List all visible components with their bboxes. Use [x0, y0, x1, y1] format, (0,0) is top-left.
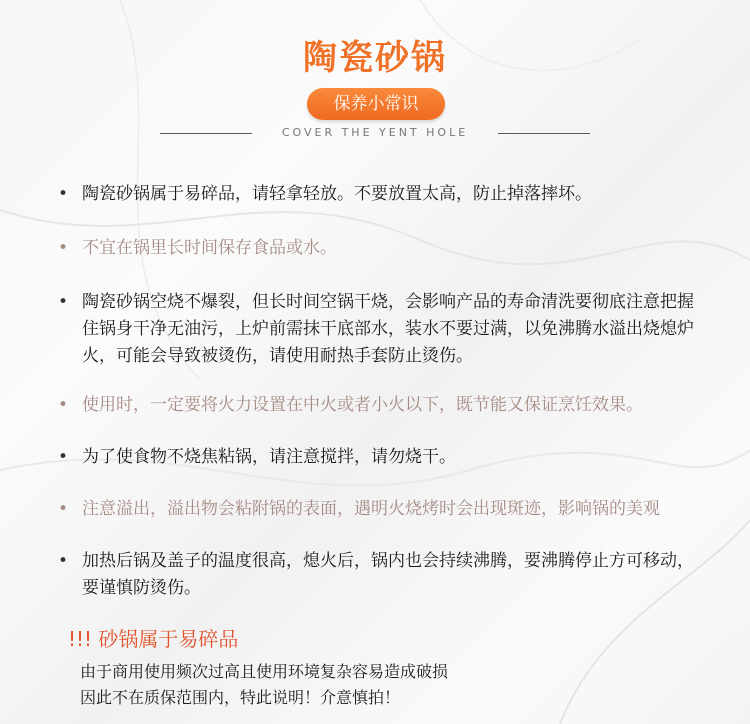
list-item [58, 235, 710, 262]
list-item-text: 不宜在锅里长时间保存食品或水。 [82, 238, 337, 258]
bullet-icon: • [58, 292, 69, 312]
list-item [58, 444, 710, 471]
subtitle-divider-right [498, 133, 590, 134]
list-item-text: 陶瓷砂锅属于易碎品，请轻拿轻放。不要放置太高，防止掉落摔坏。 [82, 184, 592, 204]
list-item-text: 使用时，一定要将火力设置在中火或者小火以下，既节能又保证烹饪效果。 [82, 395, 643, 415]
warning-note-line: 因此不在质保范围内，特此说明！介意慎拍！ [80, 688, 401, 707]
subtitle: COVER THE YENT HOLE [281, 126, 469, 139]
list-item-text: 加热后锅及盖子的温度很高，熄火后，锅内也会持续沸腾，要沸腾停止方可移动，要谨慎防烫伤。 [82, 551, 694, 598]
subtitle-divider-left [160, 133, 252, 134]
warning-note-line: 由于商用使用频次过高且使用环境复杂容易造成破损 [80, 662, 449, 681]
section-pill-label: 保养小常识 [307, 88, 445, 120]
bullet-icon: • [58, 395, 69, 415]
bullet-icon: • [58, 499, 69, 519]
bullet-icon: • [58, 238, 69, 258]
list-item-text: 陶瓷砂锅空烧不爆裂，但长时间空锅干烧，会影响产品的寿命清洗要彻底注意把握住锅身干净无油污，上炉前需抹干底部水，装水不要过满，以免沸腾水溢出烧熄炉火，可能会导致被烫伤，请使用耐热手套防止烫伤。 [82, 292, 694, 366]
warning-heading: !!! 砂锅属于易碎品 [68, 627, 239, 651]
bullet-icon: • [58, 551, 69, 571]
list-item [58, 181, 710, 208]
list-item [58, 289, 710, 370]
list-item [58, 548, 710, 602]
page-title: 陶瓷砂锅 [303, 38, 447, 78]
bullet-icon: • [58, 184, 69, 204]
list-item-text: 为了使食物不烧焦粘锅，请注意搅拌，请勿烧干。 [82, 447, 456, 467]
list-item-text: 注意溢出，溢出物会粘附锅的表面，遇明火烧烤时会出现斑迹，影响锅的美观 [82, 499, 660, 519]
list-item [58, 496, 710, 523]
list-item [58, 392, 710, 419]
bullet-icon: • [58, 447, 69, 467]
